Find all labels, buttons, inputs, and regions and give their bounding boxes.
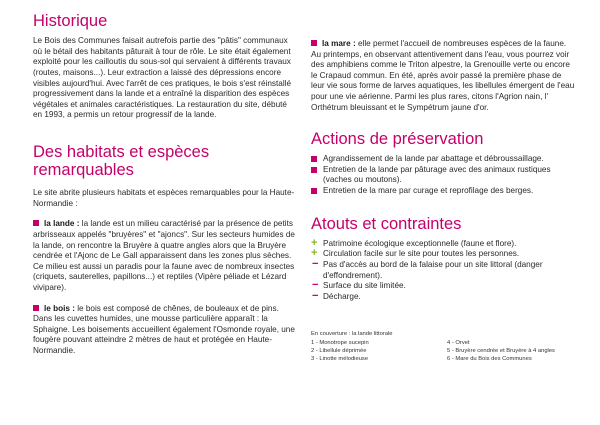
mare-text: elle permet l'accueil de nombreuses espèces de la faune. Au printemps, en observant attentivement dans l'eau, vous pourrez voir des amphibiens comme le Triton alpestre, la Grenouille verte ou encore le Crapaud commun. En été, après avoir passé la première phase de leur vie sous forme de larves aquatiques, les libellules émergent de l'eau pour une vie aérienne. Parmi les plus rares, citons l'Agrion nain, l' Orthétrum bleuissant et le Sympétrum jaune d'or. bbox=[311, 39, 575, 112]
caption-grid bbox=[311, 339, 575, 363]
mare-paragraph bbox=[311, 39, 575, 113]
action-text: Entretien de la mare par curage et reprofilage des berges. bbox=[323, 186, 534, 196]
lande-label: la lande : bbox=[44, 219, 80, 229]
actions-list bbox=[311, 154, 575, 196]
lande-text: la lande est un milieu caractérisé par la présence de petits arbrisseaux appelés "bruyères" et "ajoncs". Sur les secteurs humides de la lande, on rencontre la Bruyère à quatre angles alors que la Bruyère cendrée et l'Ajonc de Le Gall apparaissent dans les zones plus sèches. Ce milieu est aussi un paradis pour la faune avec de nombreux insectes (criquets, sauterelles, papillons...) et reptiles (Vipère péliade et Lézard vivipare). bbox=[33, 219, 295, 292]
square-bullet-icon bbox=[33, 305, 39, 311]
list-item bbox=[311, 154, 575, 165]
contrainte-text: Surface du site limitée. bbox=[323, 281, 406, 291]
heading-historique: Historique bbox=[33, 12, 108, 30]
minus-icon: − bbox=[312, 258, 319, 270]
list-item bbox=[311, 165, 575, 186]
caption-item: 5 - Bruyère cendrée et Bruyère à 4 angles bbox=[447, 348, 555, 355]
list-item bbox=[311, 249, 575, 260]
cover-caption bbox=[311, 330, 575, 363]
caption-item: 1 - Monotrope sucepin bbox=[311, 340, 369, 347]
bois-text: le bois est composé de chênes, de bouleaux et de pins. Dans les cuvettes humides, une mousse particulière apparaît : la Sphaigne. Les boisements accueillent également l'Osmonde royale, une fougère pouvant atteindre 2 mètres de haut et protégée en Haute-Normandie. bbox=[33, 303, 295, 355]
bois-label: le bois : bbox=[44, 303, 75, 313]
caption-item: 4 - Orvet bbox=[447, 340, 470, 347]
heading-atouts: Atouts et contraintes bbox=[311, 214, 462, 233]
lande-paragraph bbox=[33, 219, 295, 293]
list-item bbox=[311, 281, 575, 292]
action-text: Entretien de la lande par pâturage avec des animaux rustiques (vaches ou moutons). bbox=[323, 164, 551, 185]
bois-paragraph bbox=[33, 304, 295, 357]
left-column bbox=[33, 0, 295, 356]
square-bullet-icon bbox=[33, 220, 39, 226]
habitats-intro: Le site abrite plusieurs habitats et espèces remarquables pour la Haute-Normandie : bbox=[33, 188, 295, 208]
atout-text: Patrimoine écologique exceptionnelle (faune et flore). bbox=[323, 238, 517, 248]
caption-item: 2 - Libellule déprimée bbox=[311, 348, 367, 355]
caption-item: 3 - Linotte mélodieuse bbox=[311, 356, 369, 363]
list-item bbox=[311, 289, 575, 303]
caption-item: 6 - Mare du Bois des Communes bbox=[447, 356, 532, 363]
square-bullet-icon bbox=[311, 188, 317, 194]
right-column bbox=[311, 0, 575, 363]
list-item bbox=[311, 236, 575, 250]
atouts-list bbox=[311, 236, 575, 303]
square-bullet-icon bbox=[311, 40, 317, 46]
list-item bbox=[311, 186, 575, 197]
minus-icon: − bbox=[312, 279, 319, 292]
square-bullet-icon bbox=[311, 156, 317, 162]
atout-text: Circulation facile sur le site pour toutes les personnes. bbox=[323, 249, 520, 259]
contrainte-text: Décharge. bbox=[323, 291, 361, 301]
action-text: Agrandissement de la lande par abattage et débroussaillage. bbox=[323, 154, 544, 164]
minus-icon: − bbox=[312, 289, 319, 302]
heading-habitats: Des habitats et espèces remarquables bbox=[33, 142, 210, 180]
caption-heading: En couverture : la lande littorale bbox=[311, 331, 393, 338]
plus-icon: + bbox=[311, 247, 318, 260]
contrainte-text: Pas d'accès au bord de la falaise pour un site littoral (danger d'effondrement). bbox=[323, 260, 543, 280]
mare-label: la mare : bbox=[322, 39, 356, 48]
plus-icon: + bbox=[311, 236, 318, 249]
historique-text: Le Bois des Communes faisait autrefois partie des "pâtis" communaux où le bétail des habitants pâturait à tour de rôle. Le site était également exploité pour les cailloutis du sous-sol qui servaient à différents travaux (routes, maisons...). Leur extraction a laissé des dépressions encore visibles aujourd'hui. Avec l'arrêt de ces pratiques, le bois s'est réinstallé progressivement dans la lande et a entraîné la disparition des espèces végétales et animales caractéristiques. La restauration du site, débuté en 1993, a permis un retour progressif de la lande. bbox=[33, 36, 292, 120]
list-item bbox=[311, 260, 575, 281]
square-bullet-icon bbox=[311, 167, 317, 173]
heading-actions: Actions de préservation bbox=[311, 130, 484, 149]
